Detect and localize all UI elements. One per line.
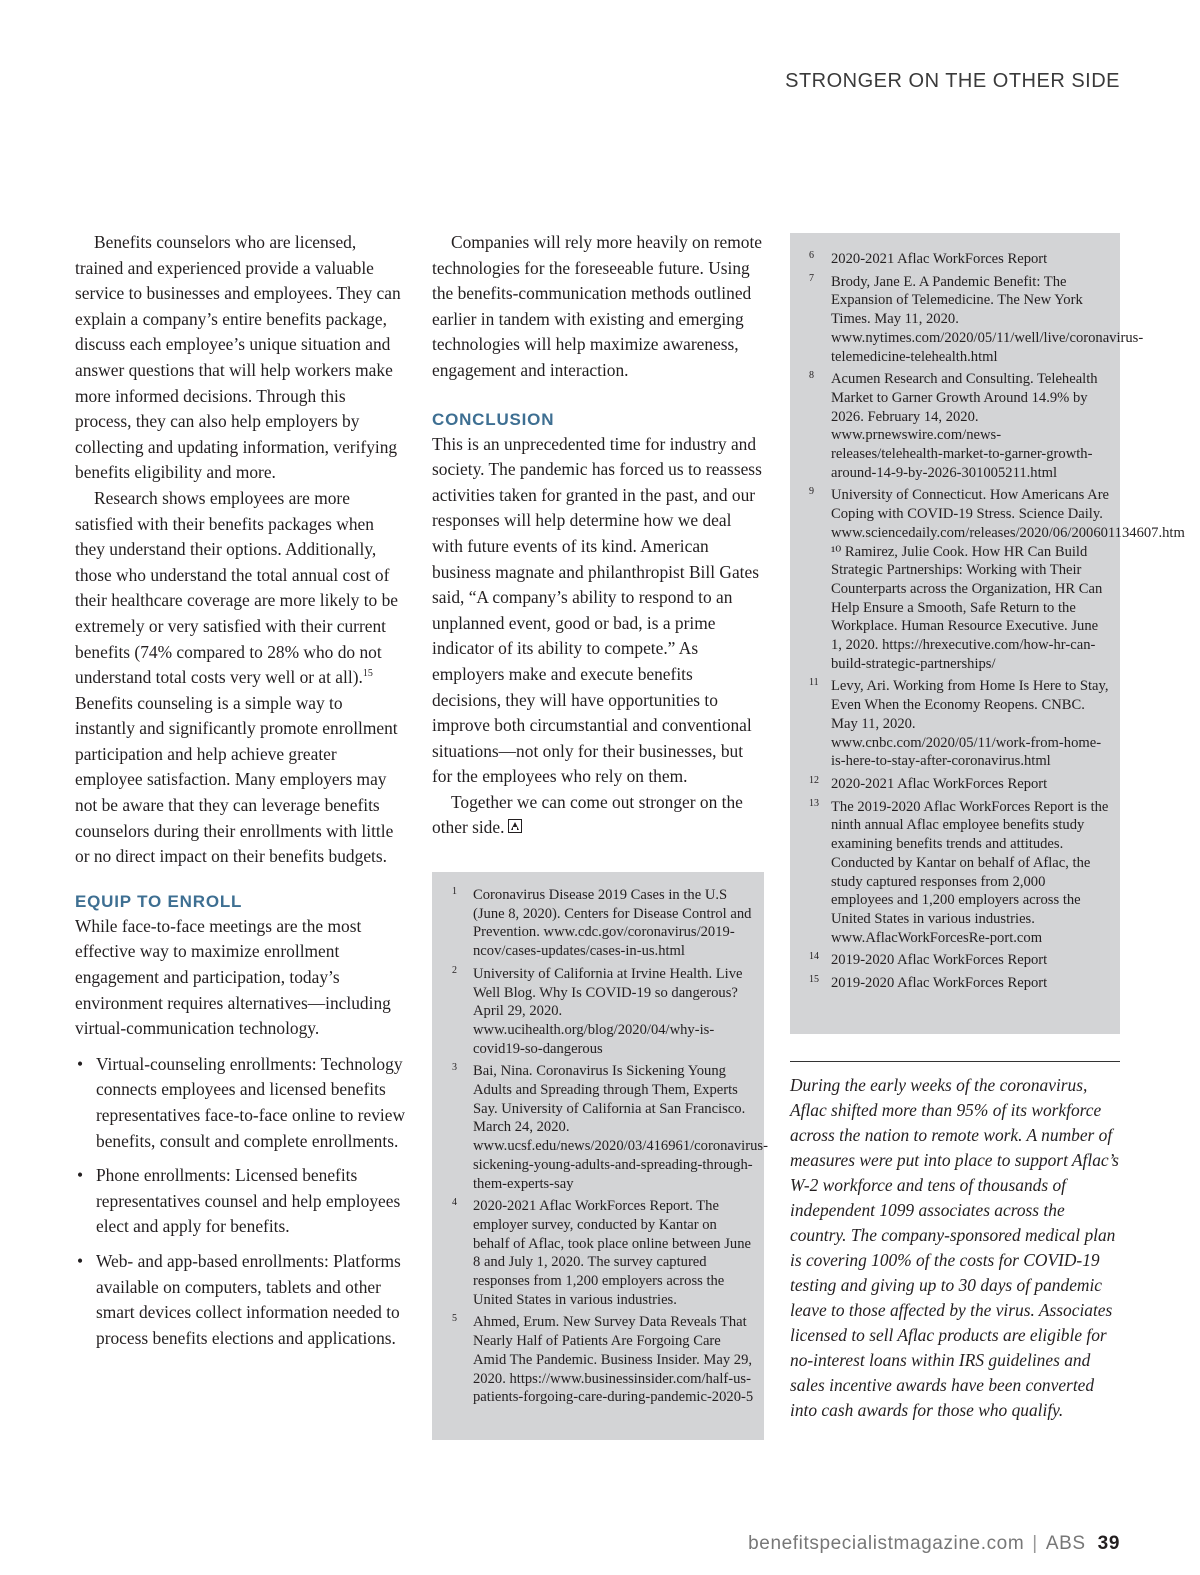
footnote — [800, 775, 1110, 794]
list-item-text: Phone enrollments: Licensed benefits representatives counsel and help employees elect and apply for benefits. — [96, 1165, 401, 1237]
footnote-text: 2020-2021 Aflac WorkForces Report — [831, 251, 1048, 267]
list-item — [75, 1163, 405, 1240]
section-heading: EQUIP TO ENROLL — [75, 891, 243, 911]
footnote-number: 15 — [809, 974, 819, 986]
footnote-text: Ahmed, Erum. New Survey Data Reveals That Nearly Half of Patients Are Forgoing Care Amid The Pandemic. Business Insider. May 29, 2020. https://www.businessinsider.com/half-us-patients-forgoing-care-during-pandemic-2020-5 — [473, 1314, 754, 1406]
footnote-number: 12 — [809, 774, 819, 786]
footnote-text: 2020-2021 Aflac WorkForces Report — [831, 775, 1048, 792]
bullet-icon: • — [77, 1250, 84, 1271]
footnote-text: 2020-2021 Aflac WorkForces Report. The employer survey, conducted by Kantar on behalf of Aflac, took place online between June 8 and July 1, 2020. The survey captured responses from 1,200 employers across the United States in various industries. — [473, 1198, 751, 1308]
footnote — [800, 677, 1110, 771]
list-item-text: Virtual-counseling enrollments: Technology connects employees and licensed benefits representatives face-to-face online to review benefits, consult and complete enrollments. — [96, 1053, 405, 1151]
footnote — [800, 272, 1144, 367]
footnote — [800, 486, 1185, 673]
footer-publication: ABS — [1045, 1533, 1086, 1554]
footnote-number: 7 — [809, 272, 814, 284]
footnote — [442, 1062, 768, 1193]
body-paragraph: Benefits counselors who are licensed, trained and experienced provide a valuable service to businesses and employees. They can explain a company’s entire benefits package, discuss each employee’s unique situation and answer questions that will help workers make more informed decisions. Through this process, they can also help employers by collecting and updating information, verifying benefits eligibility and more. — [75, 232, 401, 483]
pull-quote-divider — [790, 1061, 1120, 1062]
footnote — [800, 370, 1110, 482]
footnote-text: Brody, Jane E. A Pandemic Benefit: The Expansion of Telemedicine. The New York Times. May 11, 2020. www.nytimes.com/2020/05/11/well/live/coronavirus-telemedicine-telehealth.html — [831, 273, 1144, 365]
footnote — [442, 1313, 754, 1407]
footnote-reference: 15 — [362, 668, 373, 680]
pull-quote: During the early weeks of the coronavirus, Aflac shifted more than 95% of its workforce across the nation to remote work. A number of measures were put into place to support Aflac’s W-2 workforce and tens of thousands of independent 1099 associates across the country. The company-sponsored medical plan is covering 100% of the costs for COVID-19 testing and giving up to 30 days of pandemic leave to those affected by the virus. Associates licensed to sell Aflac products are eligible for no-interest loans within IRS guidelines and sales incentive awards have been converted into cash awards for those who qualify. — [790, 1075, 1119, 1420]
end-mark-icon — [508, 819, 522, 833]
body-paragraph — [432, 790, 764, 841]
body-paragraph: While face-to-face meetings are the most effective way to maximize enrollment engagement and participation, today’s environment requires alternatives—including virtual-communication technology. — [75, 915, 391, 1039]
body-paragraph: This is an unprecedented time for industry and society. The pandemic has forced us to reassess activities taken for granted in the past, and our responses will help determine how we deal with future events of its kind. American business magnate and philanthropist Bill Gates said, “A company’s ability to respond to an unplanned event, good or bad, is a prime indicator of its ability to compete.” As employers make and execute benefits decisions, they will have opportunities to improve both circumstantial and conventional situations—not only for their businesses, but for the employees who rely on them. — [432, 433, 762, 787]
footnote-text: Coronavirus Disease 2019 Cases in the U.S (June 8, 2020). Centers for Disease Control and Prevention. www.cdc.gov/coronavirus/2019-ncov/cases-updates/cases-in-us.html — [473, 887, 752, 960]
footnotes-box — [432, 872, 768, 1440]
bullet-icon: • — [77, 1165, 84, 1186]
paragraph-text: Together we can come out stronger on the other side. — [432, 791, 743, 838]
body-paragraph: Companies will rely more heavily on remote technologies for the foreseeable future. Using the benefits-communication methods outlined earlier in tandem with existing and emerging technologies will help maximize awareness, engagement and interaction. — [432, 232, 763, 380]
column-1 — [75, 230, 405, 1360]
footnote — [800, 951, 1110, 970]
footnote-number: 5 — [452, 1313, 457, 1325]
footnote — [442, 965, 754, 1059]
paragraph-text: Benefits counseling is a simple way to instantly and significantly promote enrollment participation and help achieve greater employee satisfaction. Many employers may not be aware that they can leverage benefits counselors during their enrollments with little or no direct impact on their benefits budgets. — [75, 692, 398, 867]
footnote — [442, 886, 754, 961]
footnote-text: University of California at Irvine Health. Live Well Blog. Why Is COVID-19 so dangerous? April 29, 2020. www.ucihealth.org/blog/2020/04/why-is-covid19-so-dangerous — [473, 965, 743, 1057]
footnote-number: 4 — [452, 1197, 457, 1209]
footnote-number: 3 — [452, 1062, 457, 1074]
footnote — [800, 798, 1110, 948]
footnote-number: 1 — [452, 886, 457, 897]
footnote-number: 13 — [809, 797, 819, 809]
footnote — [442, 1197, 754, 1309]
bullet-list — [75, 1052, 405, 1352]
footer-separator: | — [1032, 1533, 1038, 1554]
footnote-text: 2019-2020 Aflac WorkForces Report — [831, 975, 1048, 992]
footnote-text: Bai, Nina. Coronavirus Is Sickening Young Adults and Spreading through Them, Experts Say. University of California at San Francisco. March 24, 2020. www.ucsf.edu/news/2020/03/416961/coronavirus-sickening-young-adults-and-spreading-through-them-experts-say — [473, 1063, 768, 1192]
footnotes-box — [790, 233, 1185, 1034]
list-item — [75, 1052, 405, 1154]
footnote-text: Acumen Research and Consulting. Telehealth Market to Garner Growth Around 14.9% by 2026. February 14, 2020. www.prnewswire.com/news-releases/telehealth-market-to-garner-growth-around-14-9-by-2026-301005211.html — [831, 371, 1098, 481]
paragraph-text: Research shows employees are more satisfied with their benefits packages when they understand their options. Additionally, those who understand the total annual cost of their healthcare coverage are more likely to be extremely or very satisfied with their current benefits (74% compared to 28% who do not understand total costs very well or at all). — [75, 487, 399, 688]
footer-site: benefitspecialistmagazine.com — [748, 1533, 1025, 1554]
footnote-number: 11 — [809, 677, 819, 689]
body-paragraph — [75, 486, 405, 870]
column-2 — [432, 230, 764, 841]
footnote-text: The 2019-2020 Aflac WorkForces Report is the ninth annual Aflac employee benefits study examining benefits trends and attitudes. Conducted by Kantar on behalf of Aflac, the study captured responses from 2,000 employees and 1,200 employers across the United States in various industries. www.AflacWorkForcesRe-port.com — [831, 798, 1109, 946]
footnote-number: 9 — [809, 486, 814, 498]
list-item — [75, 1249, 405, 1351]
footnote — [800, 250, 1110, 269]
bullet-icon: • — [77, 1053, 84, 1074]
page-footer — [748, 1533, 1120, 1555]
footnote-number: 2 — [452, 964, 457, 976]
footnote-text: Levy, Ari. Working from Home Is Here to Stay, Even When the Economy Reopens. CNBC. May 11, 2020. www.cnbc.com/2020/05/11/work-from-home-is-here-to-stay-after-coronavirus.html — [831, 678, 1109, 770]
footnote-number: 14 — [809, 951, 819, 963]
list-item-text: Web- and app-based enrollments: Platforms available on computers, tablets and other smart devices collect information needed to process benefits elections and applications. — [96, 1250, 401, 1348]
footnote — [800, 974, 1110, 993]
footnote-text: 2019-2020 Aflac WorkForces Report — [831, 952, 1048, 969]
footnote-number: 8 — [809, 370, 814, 382]
footnote-text: University of Connecticut. How Americans Are Coping with COVID-19 Stress. Science Daily. www.sciencedaily.com/releases/2020/06/200601134607.htm ¹⁰ Ramirez, Julie Cook. How HR Can Build Strategic Partnerships: Working with Their Counterparts across the Organization, HR Can Help Ensure a Smooth, Safe Return to the Workplace. Human Resource Executive. June 1, 2020. https://hrexecutive.com/how-hr-can-build-strategic-partnerships/ — [831, 487, 1185, 672]
section-heading: CONCLUSION — [432, 409, 555, 429]
footnote-number: 6 — [809, 250, 814, 261]
page-number: 39 — [1097, 1533, 1120, 1554]
running-head: STRONGER ON THE OTHER SIDE — [785, 70, 1120, 92]
